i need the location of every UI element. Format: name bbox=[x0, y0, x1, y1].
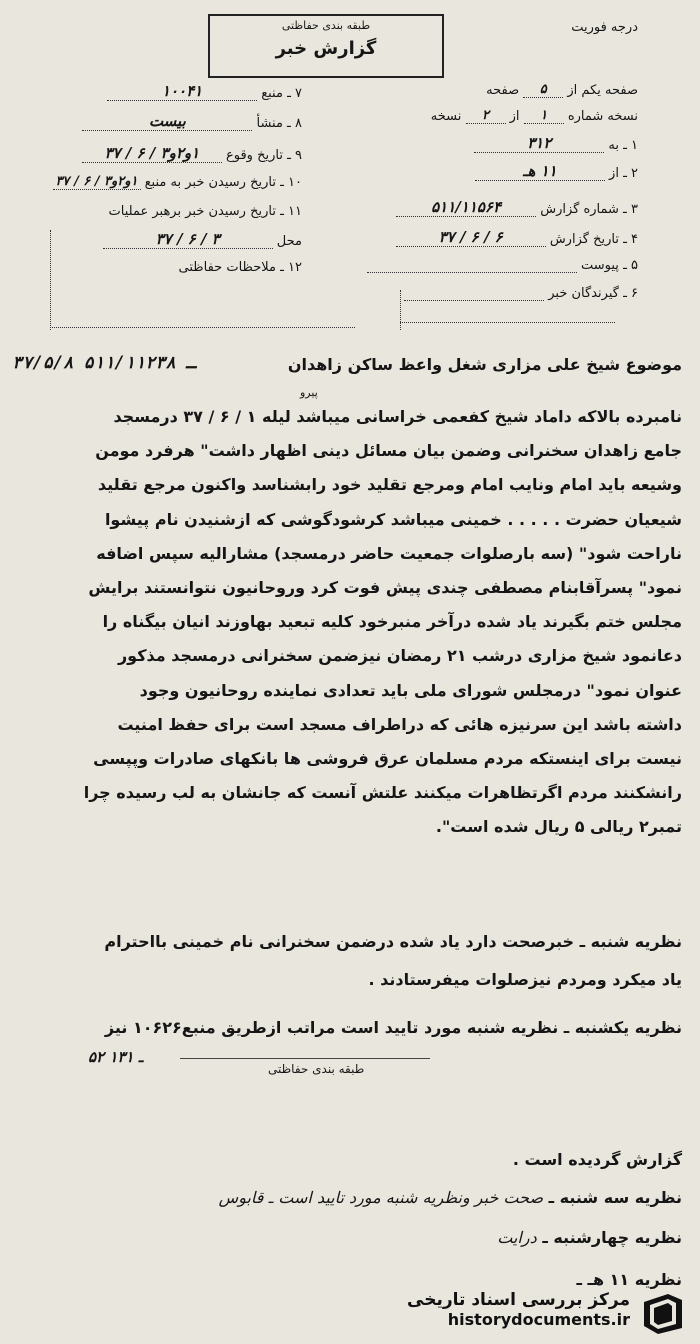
subject-reference-number: ۳۷/۵/۸ ـ ۵۱۱/۱۱۲۳۸ bbox=[12, 353, 197, 373]
body-line: ناراحت شود" (سه بارصلوات جمعیت حاضر درمسجد) مشارالیه سپس اضافه bbox=[96, 543, 682, 563]
page-count: صفحه یکم از ۵ صفحه bbox=[486, 82, 638, 98]
dotted-divider bbox=[50, 230, 51, 330]
body-line: نمود" پسرآقابنام مصطفی چندی پیش فوت کرد وروحانیون نتوانستند برایش bbox=[88, 578, 682, 598]
from-field: ۲ ـ از ۱۱ هـ bbox=[475, 162, 638, 181]
dotted-divider bbox=[400, 290, 401, 330]
source-receipt-date-field: ۱۰ ـ تاریخ رسیدن خبر به منبع ۱و۲و۳ / ۶ / ۳۷ bbox=[53, 174, 303, 190]
reference-number: ۵۲ ـ ۱۳۱ bbox=[88, 1048, 144, 1066]
saturday-review-line1: نظریه شنبه ـ خبرصحت دارد یاد شده درضمن سخنرانی نام خمینی بااحترام bbox=[104, 932, 682, 951]
watermark-url: historydocuments.ir bbox=[447, 1310, 630, 1329]
bottom-classification-label: طبقه بندی حفاظتی bbox=[268, 1062, 365, 1076]
location-field: محل ۳ / ۶ / ۳۷ bbox=[103, 230, 302, 249]
pirov-note: پیرو bbox=[300, 386, 318, 399]
origin-field: ۸ ـ منشأ بیست bbox=[82, 112, 302, 131]
body-line: جامع زاهدان سخنرانی وضمن بیان مسائل دینی اظهار داشت" هرفرد مومن bbox=[95, 441, 682, 461]
classification-label: طبقه بندی حفاظتی bbox=[281, 19, 371, 32]
body-line: وشیعه باید امام ونایب امام ومرجع تقلید خود رابشناسد واکنون مرجع تقلید bbox=[97, 475, 682, 495]
report-number-field: ۳ ـ شماره گزارش ۵۱۱/۱۱۵۶۴ bbox=[396, 198, 638, 217]
classification-box bbox=[208, 14, 444, 78]
watermark-fa: مرکز بررسی اسناد تاریخی bbox=[407, 1290, 630, 1310]
wednesday-handwritten-note: درایت bbox=[497, 1228, 537, 1247]
form-title: گزارش خبر bbox=[275, 38, 377, 59]
tuesday-handwritten-note: صحت خبر ونظریه شنبه مورد تایید است ـ قابوس bbox=[218, 1188, 544, 1207]
body-line: نامبرده بالاکه داماد شیخ کفعمی خراسانی میباشد لیله ۱ / ۶ / ۳۷ درمسجد bbox=[113, 407, 682, 426]
body-line: مجلس ختم بگیرند یاد شده درآخر منبرخود کلیه تبعید بهاوزند انیان بیگناه را bbox=[102, 612, 682, 632]
to-field: ۱ ـ به ۳۱۲ bbox=[474, 134, 638, 153]
body-line: رانشکنند مردم اگرتظاهرات میکنند علتش آنست که جانشان به لب رسیده چرا bbox=[83, 783, 682, 803]
report-date-field: ۴ ـ تاریخ گزارش ۶ / ۶ / ۳۷ bbox=[396, 228, 638, 247]
tuesday-review: نظریه سه شنبه ـ صحت خبر ونظریه شنبه مورد تایید است ـ قابوس bbox=[218, 1188, 682, 1207]
security-remarks-field: ۱۲ ـ ملاحظات حفاظتی bbox=[178, 260, 302, 275]
body-line: داشته باشد این سرنیزه هائی که دراطراف مسجد است برای حفظ امنیت bbox=[117, 714, 682, 734]
recipients-field: ۶ ـ گیرندگان خبر bbox=[404, 286, 638, 301]
subject-line: موضوع شیخ علی مزاری شغل واعظ ساکن زاهدان ۳۷/۵/۸ ـ ۵۱۱/۱۱۲۳۸ bbox=[12, 353, 682, 374]
signature-rule bbox=[180, 1058, 430, 1059]
watermark bbox=[407, 1290, 630, 1329]
operations-receipt-date-field: ۱۱ ـ تاریخ رسیدن خبر برهبر عملیات bbox=[108, 204, 302, 219]
report-body bbox=[17, 400, 682, 845]
saturday-review-line2: یاد میکرد ومردم نیزصلوات میفرستادند . bbox=[368, 970, 682, 989]
source-field: ۷ ـ منبع ۱۰۰۴۱ bbox=[107, 82, 302, 101]
body-line: دعانمود شیخ مزاری درشب ۲۱ رمضان نیزضمن سخنرانی درمسجد مذکور bbox=[117, 646, 682, 666]
body-line: عنوان نمود" درمجلس شورای ملی باید تعدادی نماینده روحانیون وجود bbox=[139, 680, 682, 700]
priority-label: درجه فوریت bbox=[571, 20, 638, 35]
attachment-field: ۵ ـ پیوست bbox=[367, 258, 638, 273]
occurrence-date-field: ۹ ـ تاریخ وقوع ۱و۲و۳ / ۶ / ۳۷ bbox=[82, 144, 302, 163]
dotted-divider bbox=[50, 327, 355, 328]
body-line: شیعیان حضرت . . . . . خمینی میباشد کرشودگوشی که ازشنیدن نام پیشوا bbox=[104, 509, 682, 529]
wednesday-review: نظریه چهارشنبه ـ درایت bbox=[497, 1228, 682, 1247]
body-line: تمبر۲ ریالی ۵ ریال شده است". bbox=[435, 817, 682, 837]
last-review: نظریه ۱۱ هـ ـ bbox=[576, 1270, 682, 1289]
body-line: نیست برای اینستکه مردم مسلمان عرق فروشی ها بانکهای صادرات وپپسی bbox=[93, 749, 682, 769]
reported-line: گزارش گردیده است . bbox=[512, 1150, 682, 1169]
document-logo-icon bbox=[638, 1288, 688, 1338]
copy-number: نسخه شماره ۱ از ۲ نسخه bbox=[430, 108, 638, 124]
dotted-divider bbox=[400, 322, 615, 323]
sunday-review-line: نظریه یکشنبه ـ نظریه شنبه مورد تایید است مراتب ازطریق منبع۱۰۶۲۶ نیز bbox=[104, 1018, 682, 1037]
